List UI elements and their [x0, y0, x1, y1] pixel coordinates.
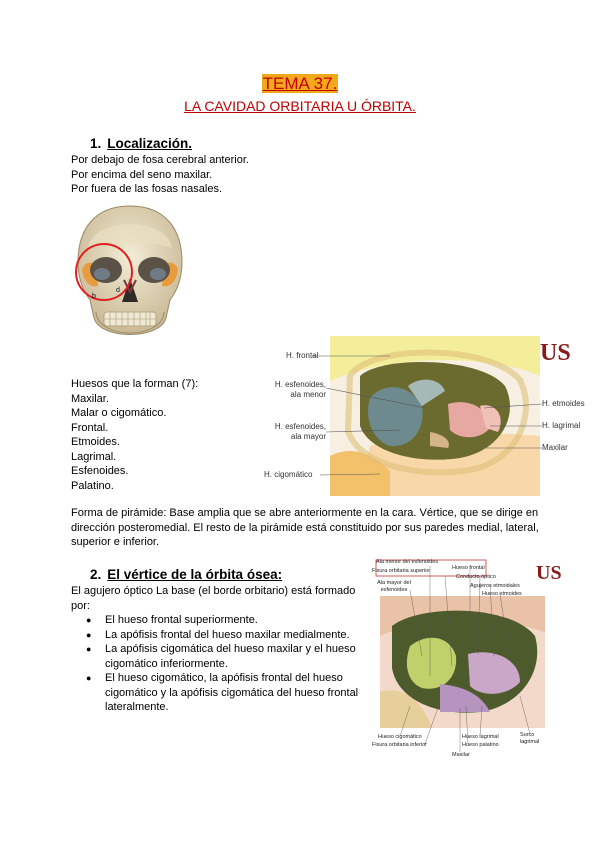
- orbit-figure: [250, 336, 586, 496]
- vertex-label-palatine: Hueso palatino: [462, 742, 499, 748]
- vertex-label-optic-canal: Conducto óptico: [456, 574, 496, 580]
- section1-heading: 1. Localización.: [90, 136, 193, 151]
- skull-label-d: d: [116, 287, 120, 294]
- location-line: Por debajo de fosa cerebral anterior.: [71, 154, 249, 166]
- vertex-label-sup-fissure: Fisura orbitaria superior: [372, 568, 431, 574]
- vertex-label-frontal: Hueso frontal: [452, 565, 485, 571]
- bone-item: Lagrimal.: [71, 450, 117, 463]
- vertex-bullet: ● La apófisis frontal del hueso maxilar medialmente.: [71, 628, 371, 643]
- location-lines: [71, 153, 249, 197]
- bones-list: [71, 377, 198, 493]
- bone-item: Maxilar.: [71, 392, 109, 405]
- pyramid-paragraph: Forma de pirámide: Base amplia que se abre anteriormente en la cara. Vértice, que se dirige en dirección posteromedial. El resto de la pirámide está constituido por sus paredes medial, lateral, superior e inferior.: [71, 507, 539, 548]
- vertex-label-ethmoid: Hueso etmoides: [482, 591, 522, 597]
- orbit-label-frontal: H. frontal: [286, 351, 319, 360]
- bone-item: Frontal.: [71, 421, 109, 434]
- vertex-bullet: ● El hueso frontal superiormente.: [71, 613, 371, 628]
- vertex-label-greater-wing: Ala mayor del esfenoides: [377, 580, 411, 593]
- vertex-figure: [370, 556, 590, 762]
- vertex-label-lacrimal-groove: Surco lagrimal: [520, 732, 540, 745]
- orbit-label-greater-wing: H. esfenoides, ala mayor: [274, 422, 326, 441]
- section2-heading: 2. El vértice de la órbita ósea:: [90, 567, 283, 582]
- vertex-label-maxilla: Maxilar: [452, 752, 470, 758]
- bone-item: Esfenoides.: [71, 465, 129, 477]
- university-logo: US: [540, 340, 571, 366]
- skull-figure: [70, 200, 190, 350]
- vertex-intro: El agujero óptico La base (el borde orbitario) está formado por:: [71, 585, 356, 612]
- bone-item: Malar o cigomático.: [71, 407, 167, 419]
- vertex-bullet: ● El hueso cigomático, la apófisis frontal del hueso cigomático y la apófisis cigomática del hueso frontal lateralmente.: [71, 671, 371, 715]
- location-line: Por fuera de las fosas nasales.: [71, 183, 223, 195]
- subtitle: LA CAVIDAD ORBITARIA U ÓRBITA.: [184, 98, 416, 114]
- vertex-label-lesser-wing: Ala menor del esfenoides: [376, 559, 439, 565]
- vertex-label-ethmoid-foramina: Agujeros etmoidales: [470, 583, 520, 589]
- bones-intro: Huesos que la forman (7):: [71, 378, 199, 390]
- vertex-label-zygomatic: Hueso cigomático: [378, 734, 422, 740]
- bone-item: Palatino.: [71, 479, 114, 492]
- university-logo-small: US: [536, 562, 562, 584]
- vertex-bullet: ● La apófisis cigomática del hueso maxilar y el hueso cigomático inferiormente.: [71, 642, 371, 671]
- orbit-label-lesser-wing: H. esfenoides, ala menor: [274, 380, 326, 399]
- vertex-bullets: [71, 613, 371, 715]
- orbit-label-maxilla: Maxilar: [542, 443, 568, 452]
- orbit-label-zygomatic: H. cigomático: [264, 470, 313, 479]
- tema-title: TEMA 37.: [262, 74, 338, 93]
- bone-item: Etmoides.: [71, 436, 120, 448]
- skull-label-b: b: [92, 293, 96, 300]
- vertex-label-inf-fissure: Fisura orbitaria inferior: [372, 742, 428, 748]
- orbit-label-ethmoid: H. etmoides: [542, 399, 585, 408]
- vertex-label-lacrimal: Hueso lagrimal: [462, 734, 499, 740]
- location-line: Por encima del seno maxilar.: [71, 168, 213, 181]
- orbit-label-lacrimal: H. lagrimal: [542, 421, 581, 430]
